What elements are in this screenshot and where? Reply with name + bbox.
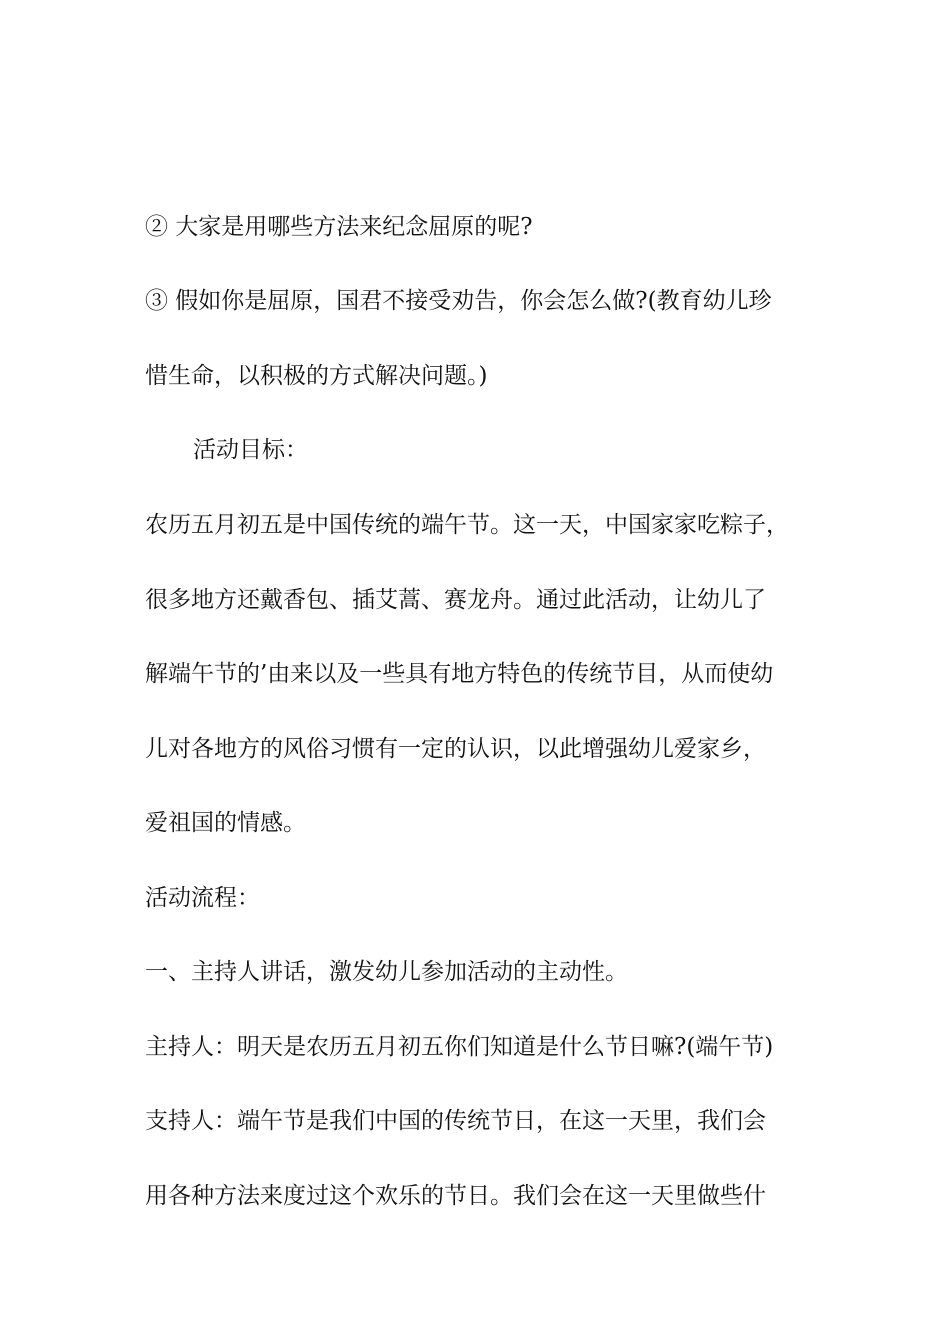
host-dialogue-line-1: 主持人：明天是农历五月初五你们知道是什么节日嘛?(端午节) (145, 1034, 774, 1060)
goal-paragraph-line-5: 爱祖国的情感。 (145, 810, 306, 836)
question-3-continuation-line: 惜生命，以积极的方式解决问题。) (145, 363, 488, 389)
host-dialogue-line-3: 用各种方法来度过这个欢乐的节日。我们会在这一天里做些什 (145, 1183, 766, 1209)
goal-paragraph-line-1: 农历五月初五是中国传统的端午节。这一天，中国家家吃粽子， (145, 512, 789, 538)
process-step-1-line: 一、主持人讲话，激发幼儿参加活动的主动性。 (145, 959, 628, 985)
goal-paragraph-line-3: 解端午节的’由来以及一些具有地方特色的传统节目，从而使幼 (145, 661, 774, 687)
question-2-line: ② 大家是用哪些方法来纪念屈原的呢? (145, 214, 533, 240)
goal-paragraph-line-4: 儿对各地方的风俗习惯有一定的认识，以此增强幼儿爱家乡， (145, 736, 766, 762)
activity-process-heading: 活动流程： (145, 885, 260, 911)
host-dialogue-line-2: 支持人：端午节是我们中国的传统节日，在这一天里，我们会 (145, 1108, 766, 1134)
question-3-line: ③ 假如你是屈原，国君不接受劝告，你会怎么做?(教育幼儿珍 (145, 288, 772, 314)
goal-paragraph-line-2: 很多地方还戴香包、插艾蒿、赛龙舟。通过此活动，让幼儿了 (145, 587, 766, 613)
activity-goal-heading: 活动目标： (193, 437, 308, 463)
